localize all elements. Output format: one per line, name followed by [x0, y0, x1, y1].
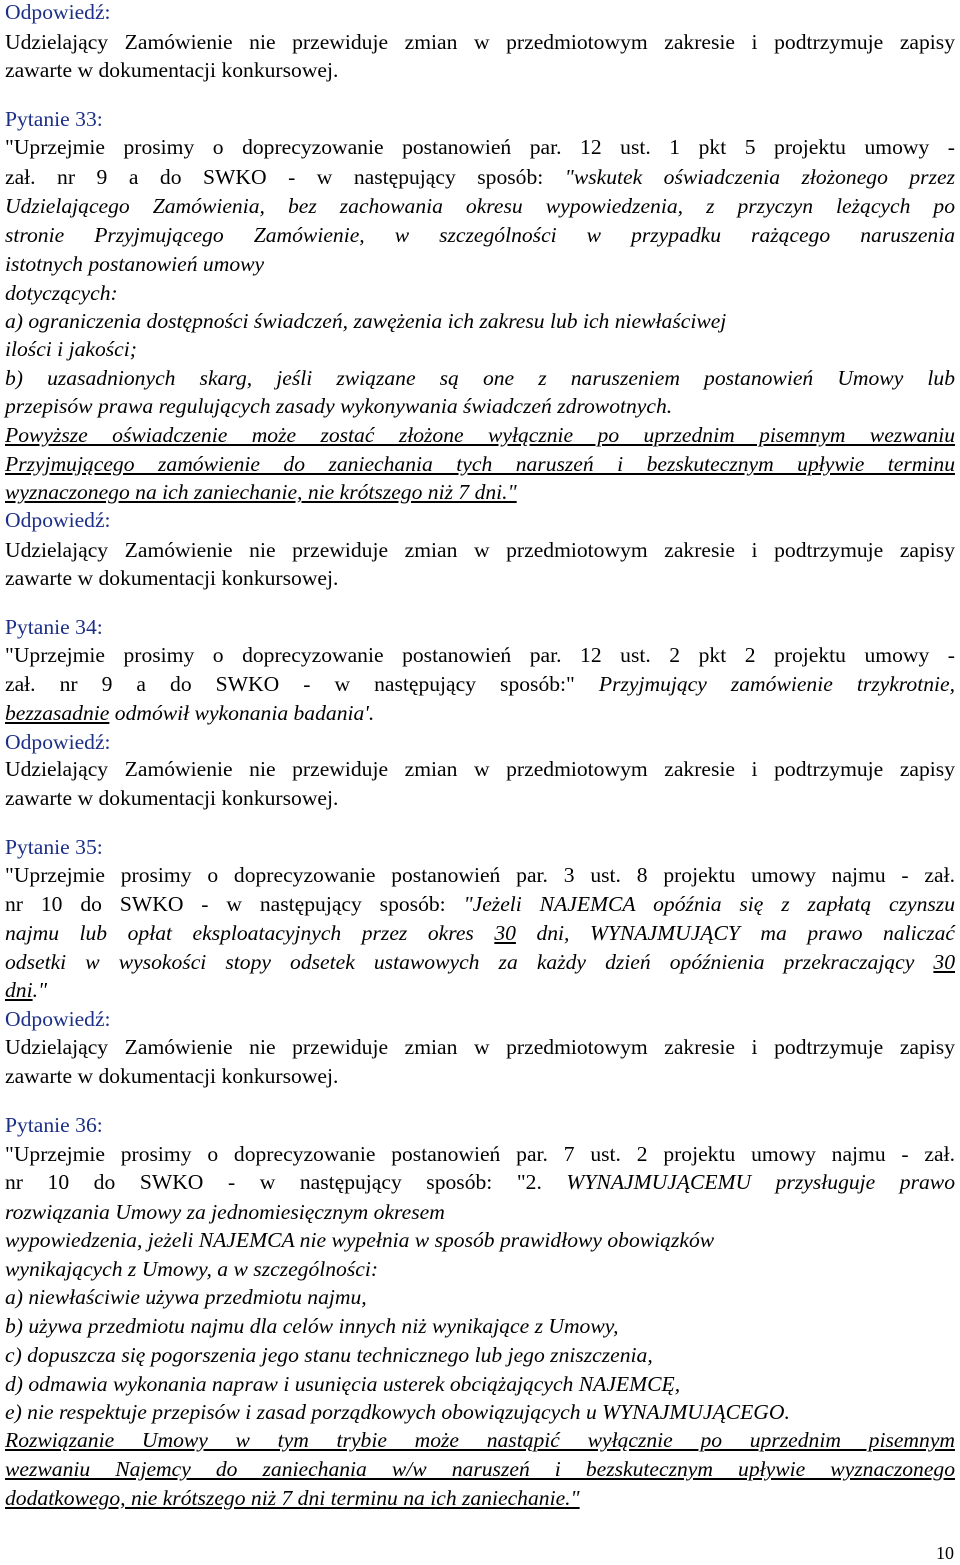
text-line [5, 58, 955, 86]
text-segment: nr 10 do SWKO - w następujący sposób: "2. [5, 1170, 567, 1194]
text-segment: Przyjmujący zamówienie trzykrotnie, [598, 672, 955, 696]
text-segment: 30 [933, 950, 955, 974]
text-line [5, 1064, 955, 1092]
text-segment: istotnych postanowień umowy [5, 252, 265, 276]
text-segment: b) używa przedmiotu najmu dla celów innych niż wynikające z Umowy, [5, 1314, 619, 1338]
text-line [5, 394, 955, 422]
text-line [5, 566, 955, 594]
text-line [5, 508, 955, 536]
text-line [5, 1428, 955, 1456]
text-segment: Odpowiedź: [5, 1007, 111, 1031]
text-segment: Przyjmującego zamówienie do zaniechania tych naruszeń i bezskutecznym upływie terminu [5, 452, 955, 476]
text-line [5, 538, 955, 566]
text-line [5, 672, 955, 700]
text-line [5, 863, 955, 891]
text-segment: zawarte w dokumentacji konkursowej. [5, 786, 339, 810]
text-segment: Odpowiedź: [5, 508, 111, 532]
text-segment: 30 [494, 921, 516, 945]
text-line [5, 892, 955, 920]
text-line [5, 615, 955, 643]
text-segment: zał. nr 9 a do SWKO - w następujący sposób: [5, 165, 565, 189]
text-segment: dotyczących: [5, 281, 118, 305]
text-segment: odsetki w wysokości stopy odsetek ustawowych za każdy dzień opóźnienia przekraczający [5, 950, 934, 974]
text-line [5, 0, 955, 28]
text-segment: Pytanie 36: [5, 1113, 103, 1137]
text-segment: zawarte w dokumentacji konkursowej. [5, 566, 339, 590]
text-segment: b) uzasadnionych skarg, jeśli związane są one z naruszeniem postanowień Umowy lub [5, 366, 955, 390]
text-line [5, 1200, 955, 1228]
text-segment: Udzielający Zamówienie nie przewiduje zmian w przedmiotowym zakresie i podtrzymuje zapisy [5, 1035, 955, 1059]
text-line [5, 135, 955, 163]
text-line [5, 1257, 955, 1285]
text-line [5, 452, 955, 480]
text-line [5, 1314, 955, 1342]
text-segment: wynikających z Umowy, a w szczególności: [5, 1257, 379, 1281]
text-line [5, 1285, 955, 1313]
text-line [5, 480, 955, 508]
text-segment: zawarte w dokumentacji konkursowej. [5, 58, 339, 82]
text-segment: "Uprzejmie prosimy o doprecyzowanie postanowień par. 12 ust. 2 pkt 2 projektu umowy - [5, 643, 955, 667]
text-line [5, 281, 955, 309]
text-line [5, 786, 955, 814]
text-segment: zawarte w dokumentacji konkursowej. [5, 1064, 339, 1088]
text-segment: Odpowiedź: [5, 0, 111, 24]
text-line [5, 1113, 955, 1141]
text-segment: wezwaniu Najemcy do zaniechania w/w naruszeń i bezskutecznym upływie wyznaczonego [5, 1457, 955, 1481]
text-segment: "Jeżeli NAJEMCA opóźnia się z zapłatą czynszu [463, 892, 956, 916]
text-segment: c) dopuszcza się pogorszenia jego stanu technicznego lub jego zniszczenia, [5, 1343, 653, 1367]
text-segment: Pytanie 33: [5, 107, 103, 131]
text-segment: Powyższe oświadczenie może zostać złożone wyłącznie po uprzednim pisemnym wezwaniu [5, 423, 955, 447]
text-segment: przepisów prawa regulujących zasady wykonywania świadczeń zdrowotnych. [5, 394, 673, 418]
text-line [5, 423, 955, 451]
text-segment: dni [5, 978, 33, 1002]
text-segment: "wskutek oświadczenia złożonego przez [564, 165, 955, 189]
text-line [5, 366, 955, 394]
text-line [5, 1486, 955, 1514]
text-line [5, 978, 955, 1006]
text-segment: a) ograniczenia dostępności świadczeń, zawężenia ich zakresu lub ich niewłaściwej [5, 309, 727, 333]
text-line [5, 1170, 955, 1198]
text-segment: "Uprzejmie prosimy o doprecyzowanie postanowień par. 12 ust. 1 pkt 5 projektu umowy - [5, 135, 955, 159]
text-segment: wypowiedzenia, jeżeli NAJEMCA nie wypełnia w sposób prawidłowy obowiązków [5, 1228, 715, 1252]
text-line [5, 950, 955, 978]
text-line [5, 1035, 955, 1063]
text-line [5, 309, 955, 337]
text-segment: najmu lub opłat eksploatacyjnych przez okres [5, 921, 495, 945]
text-line [5, 643, 955, 671]
text-line [5, 1007, 955, 1035]
text-line [5, 252, 955, 280]
text-segment: odmówił wykonania badania'. [109, 701, 375, 725]
text-segment: stronie Przyjmującego Zamówienie, w szczególności w przypadku rażącego naruszenia [5, 223, 955, 247]
text-segment: WYNAJMUJĄCEMU przysługuje prawo [566, 1170, 955, 1194]
text-line [5, 835, 955, 863]
text-segment: dni, WYNAJMUJĄCY ma prawo naliczać [515, 921, 955, 945]
text-segment: Udzielającego Zamówienia, bez zachowania okresu wypowiedzenia, z przyczyn leżących po [5, 194, 955, 218]
text-line [5, 1142, 955, 1170]
text-segment: bezzasadnie [5, 701, 110, 725]
text-segment: ." [32, 978, 48, 1002]
text-segment: Udzielający Zamówienie nie przewiduje zmian w przedmiotowym zakresie i podtrzymuje zapisy [5, 757, 955, 781]
text-line [5, 1228, 955, 1256]
text-segment: dodatkowego, nie krótszego niż 7 dni terminu na ich zaniechanie." [5, 1486, 580, 1510]
text-line [5, 1372, 955, 1400]
text-line [5, 1400, 955, 1428]
text-line [5, 107, 955, 135]
text-segment: d) odmawia wykonania napraw i usunięcia usterek obciążających NAJEMCĘ, [5, 1372, 681, 1396]
text-line [5, 1343, 955, 1371]
text-line [5, 30, 955, 58]
text-segment: zał. nr 9 a do SWKO - w następujący sposób:" [5, 672, 599, 696]
text-segment: rozwiązania Umowy za jednomiesięcznym okresem [5, 1200, 445, 1224]
text-line [5, 165, 955, 193]
text-segment: Udzielający Zamówienie nie przewiduje zmian w przedmiotowym zakresie i podtrzymuje zapisy [5, 538, 955, 562]
text-line [5, 757, 955, 785]
text-line [5, 921, 955, 949]
text-segment: e) nie respektuje przepisów i zasad porządkowych obowiązujących u WYNAJMUJĄCEGO. [5, 1400, 790, 1424]
text-line [5, 223, 955, 251]
text-line [5, 194, 955, 222]
text-segment: "Uprzejmie prosimy o doprecyzowanie postanowień par. 7 ust. 2 projektu umowy najmu - zał. [5, 1142, 955, 1166]
text-segment: Pytanie 35: [5, 835, 103, 859]
text-segment: ilości i jakości; [5, 337, 137, 361]
text-line [5, 701, 955, 729]
text-segment: a) niewłaściwie używa przedmiotu najmu, [5, 1285, 367, 1309]
text-line [5, 1457, 955, 1485]
text-segment: Udzielający Zamówienie nie przewiduje zmian w przedmiotowym zakresie i podtrzymuje zapisy [5, 30, 955, 54]
text-line [5, 337, 955, 365]
text-segment: Rozwiązanie Umowy w tym trybie może nastąpić wyłącznie po uprzednim pisemnym [5, 1428, 955, 1452]
text-segment: "Uprzejmie prosimy o doprecyzowanie postanowień par. 3 ust. 8 projektu umowy najmu - zał. [5, 863, 955, 887]
text-line [5, 730, 955, 758]
text-segment: wyznaczonego na ich zaniechanie, nie krótszego niż 7 dni." [5, 480, 517, 504]
text-segment: Odpowiedź: [5, 730, 111, 754]
text-segment: Pytanie 34: [5, 615, 103, 639]
page-number: 10 [936, 1543, 954, 1563]
text-segment: nr 10 do SWKO - w następujący sposób: [5, 892, 464, 916]
